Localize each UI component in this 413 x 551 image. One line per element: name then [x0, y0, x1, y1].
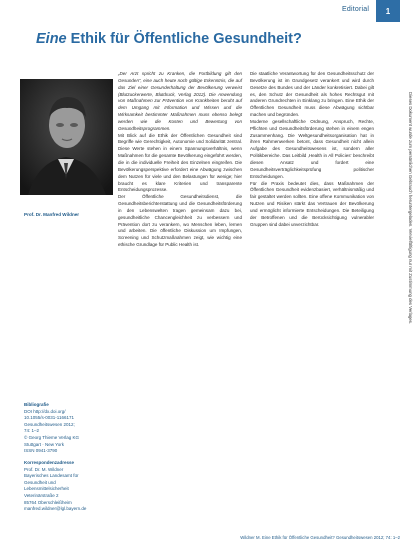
- bibliografie-line: ISSN 0941-3790: [24, 448, 58, 454]
- bibliografie-block: [24, 402, 114, 455]
- bibliografie-line: Gesundheitswesen 2012;: [24, 421, 75, 427]
- korrespondenz-line: Lebensmittelsicherheit: [24, 486, 69, 492]
- page-footer: Wildner M. Eine Ethik für Öffentliche Gesundheit? Gesundheitswesen 2012; 74: 1–2: [240, 535, 400, 540]
- body-paragraph: Der Öffentliche Gesundheitsdienst, die Gesundheitsberichterstattung und die Gesundheitsförderung in den Lebenswelten tragen gemeinsam dazu bei, gesundheitliche Chancengleichheit zu verbessern und Prävention dort zu verankern, wo Menschen leben, lernen und arbeiten. Die öffentliche Diskussion um Impfungen, Screening und Schutzmaßnahmen zeigt, wie wichtig eine ethische Grundlage für Public Health ist.: [118, 194, 242, 248]
- body-column-right: [250, 71, 374, 228]
- body-paragraph: „Der Arzt spricht zu Kranken, die Fortbildung gilt den Gesunden“, eine auch heute noch gültige Erkenntnis, die auf das Ziel einer Gesunderhaltung der Bevölkerung verweist (Blutzuckerwerte, Blutdruck, Verlag 2012). Die Anwendung von Maßnahmen zur Prävention von Krankheiten beruht auf dem Umgang mit Information und Wissen und die Wirksamkeit bestimmter Maßnahmen muss ebenso belegt werden wie die Kosten und Bewertung von Gesundheitsprogrammen.: [118, 71, 242, 131]
- bibliografie-line: 10.1055/s-0031-1166171: [24, 415, 74, 421]
- bibliografie-line: Stuttgart · New York: [24, 441, 65, 447]
- korrespondenz-line: Veterinärstraße 2: [24, 492, 59, 498]
- copyright-vertical-note: Dieses Dokument wurde zum persönlichen Gebrauch heruntergeladen. Vervielfältigung nur mit Zustimmung des Verlages.: [408, 92, 413, 325]
- bibliografie-line: © Georg Thieme Verlag KG: [24, 434, 80, 440]
- section-label: Editorial: [342, 6, 370, 13]
- body-paragraph: Für die Praxis bedeutet dies, dass Maßnahmen der Öffentlichen Gesundheit evidenzbasiert, verhältnismäßig und fair gestaltet werden sollten. Eine offene Kommunikation von Nutzen und Risiken stärkt das Vertrauen der Bevölkerung und ermöglicht informierte Entscheidungen. Die Beteiligung der Betroffenen und die Berücksichtigung vulnerabler Gruppen sind dabei unverzichtbar.: [250, 180, 374, 227]
- title-rest: Ethik für Öffentliche Gesundheit?: [66, 31, 302, 47]
- header-band: [0, 0, 413, 22]
- author-portrait: [20, 79, 113, 195]
- portrait-image: [20, 79, 113, 195]
- korrespondenz-email[interactable]: manfred.wildner@lgl.bayern.de: [24, 506, 87, 512]
- bibliografie-line: 74: 1–2: [24, 428, 40, 434]
- body-column-left: [118, 71, 242, 249]
- body-paragraph: Die staatliche Verantwortung für den Gesundheitsschutz der Bevölkerung ist im Grundgesetz verankert und wird durch Gesetze des Bundes und der Länder konkretisiert. Dabei gilt es, den Schutz der Gesundheit als hohes Rechtsgut mit anderen Grundrechten in Einklang zu bringen. Eine Ethik der Öffentlichen Gesundheit muss diese Abwägung sichtbar machen und begründen.: [250, 71, 374, 118]
- korrespondenz-line: Bayerisches Landesamt für: [24, 473, 79, 479]
- korrespondenz-heading: Korrespondenzadresse: [24, 460, 75, 465]
- page-number: 1: [385, 6, 391, 16]
- bibliografie-heading: Bibliografie: [24, 402, 49, 407]
- korrespondenz-line: Gesundheit und: [24, 479, 56, 485]
- korrespondenz-line: 85764 Oberschleißheim: [24, 499, 72, 505]
- bibliografie-line: DOI http://dx.doi.org/: [24, 408, 66, 414]
- page-title: [36, 31, 302, 47]
- page-number-box: [376, 0, 400, 22]
- portrait-caption: Prof. Dr. Manfred Wildner: [24, 212, 80, 217]
- title-italic-word: Eine: [36, 31, 67, 47]
- body-paragraph: Moderne gesellschaftliche Ordnung, Anspruch, Rechte, Pflichten und Gesundheitsförderung stehen in einem engen Zusammenhang. Die Weltgesundheitsorganisation hat in ihren Rahmenwerken betont, dass Gesundheit nicht allein Aufgabe des Gesundheitswesens ist, sondern aller Politikbereiche. Das Leitbild ‚Health in All Policies‘ beschreibt diesen Ansatz und fordert eine Gesundheitsverträglichkeitsprüfung politischer Entscheidungen.: [250, 118, 374, 179]
- korrespondenz-line: Prof. Dr. M. Wildner: [24, 466, 64, 472]
- korrespondenz-block: [24, 460, 114, 513]
- body-paragraph: Mit Blick auf die Ethik der Öffentlichen Gesundheit sind Begriffe wie Gerechtigkeit, Autonomie und Solidarität zentral. Diese Werte stehen in einem Spannungsverhältnis, wenn Maßnahmen für die gesamte Bevölkerung eingeführt werden, die in die individuelle Freiheit des Einzelnen eingreifen. Die Bevölkerungsperspektive erfordert eine Abwägung zwischen dem Nutzen für viele und den Belastungen für wenige; hier braucht es klare Kriterien und transparente Entscheidungsprozesse.: [118, 132, 242, 193]
